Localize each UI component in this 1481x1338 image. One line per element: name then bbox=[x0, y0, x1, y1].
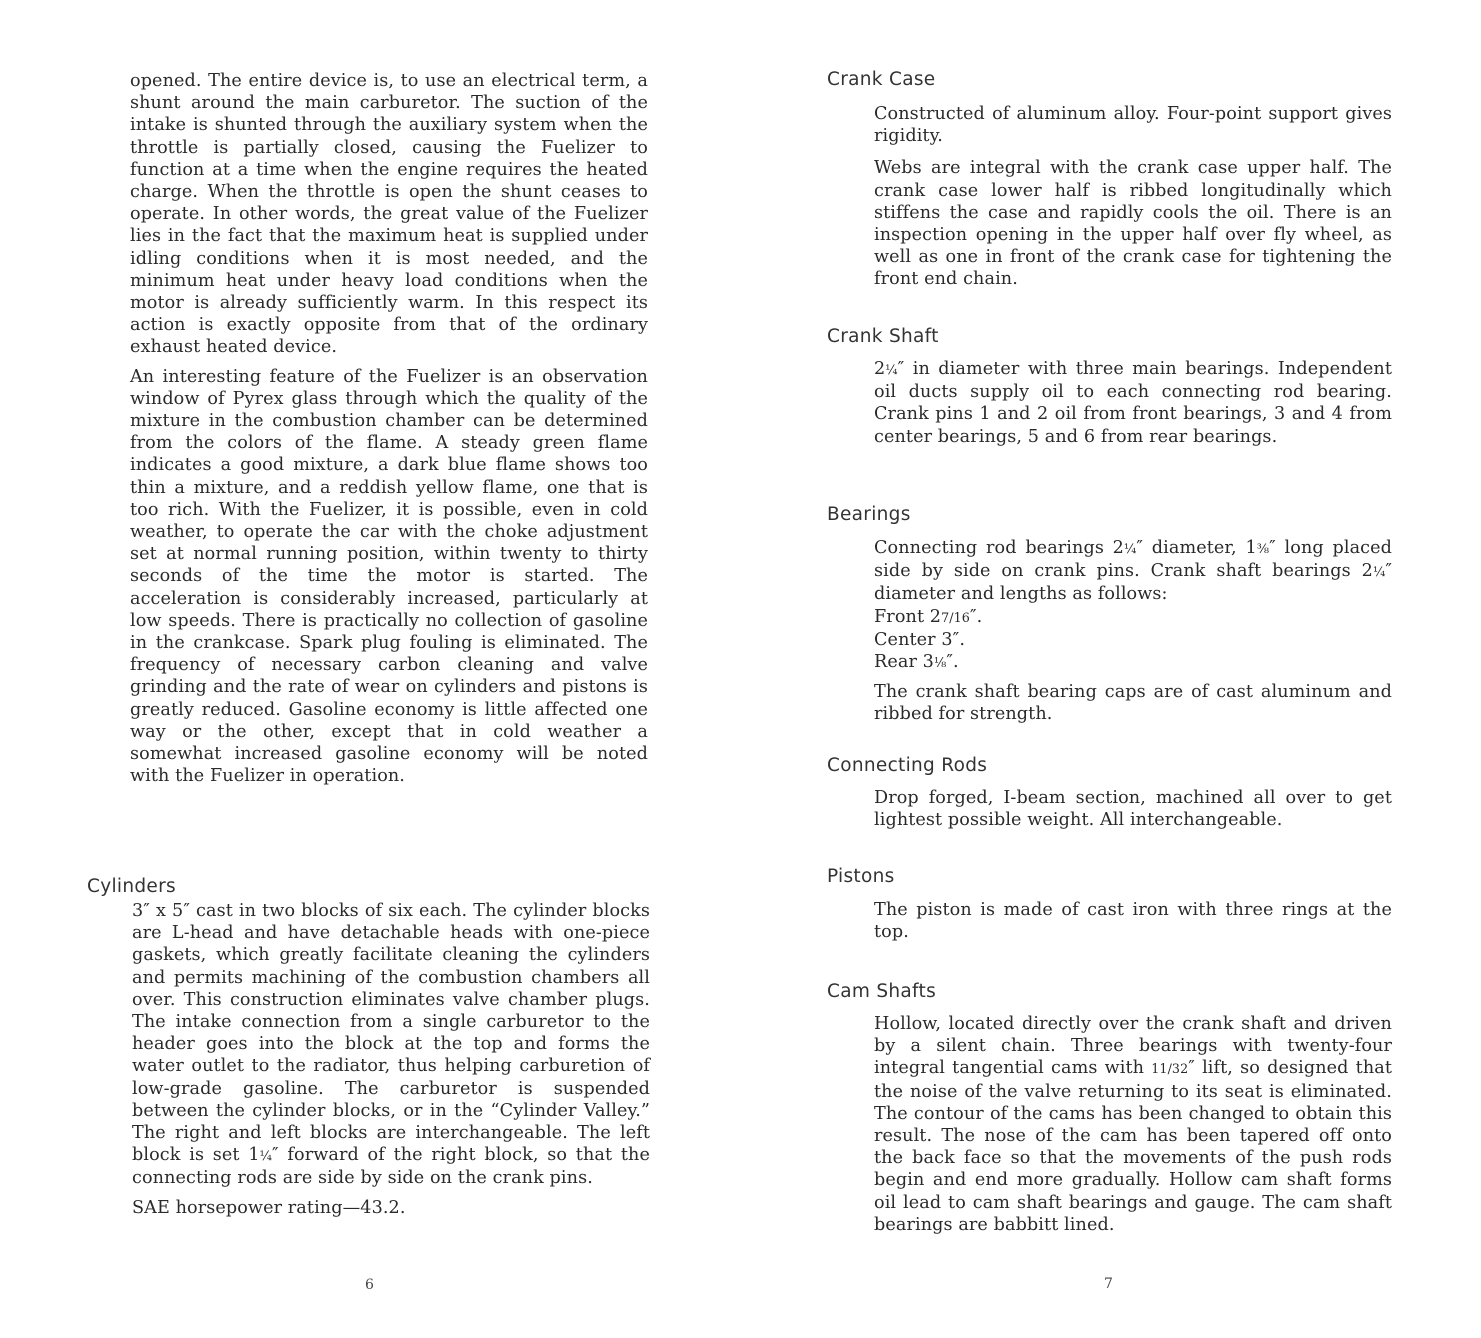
left-page bbox=[0, 0, 740, 1338]
cam-text-2: ″ lift, so designed that the noise of the valve returning to its seat is eliminated. The contour of the cams has been changed to obtain this result. The nose of the cam has been tapered off onto the back face so that the movements of the push rods begin and end more gradually. Hollow cam shaft forms oil lead to cam shaft bearings and gauge. The cam shaft bearings are babbitt lined. bbox=[874, 1058, 1393, 1235]
bearing-front-fraction: 7/16 bbox=[941, 609, 970, 625]
cylinders-heading: Cylinders bbox=[87, 876, 176, 897]
bearings-heading: Bearings bbox=[827, 504, 911, 525]
bearing-front bbox=[874, 606, 1392, 629]
bearings-fraction-2: ⅜ bbox=[1256, 541, 1270, 556]
cylinders-fraction: ¼ bbox=[259, 1148, 272, 1164]
bearings-paragraph-1 bbox=[874, 537, 1392, 606]
bearings-fraction-1: ¼ bbox=[1123, 541, 1137, 556]
bearing-front-label: Front 2 bbox=[874, 606, 942, 627]
pistons-paragraph: The piston is made of cast iron with three rings at the top. bbox=[874, 900, 1392, 943]
bearings-text-4: ″ diameter and lengths as follows: bbox=[874, 561, 1392, 605]
bearing-rear-fraction: ⅛ bbox=[933, 655, 947, 671]
bearings-text-3: ″ long placed side by side on crank pins. Crank shaft bearings 2 bbox=[874, 538, 1392, 582]
cam-fraction: 11/32 bbox=[1151, 1061, 1189, 1077]
bearing-rear-label: Rear 3 bbox=[874, 652, 934, 673]
fuelizer-paragraph-2: An interesting feature of the Fuelizer is an observation window of Pyrex glass through which the quality of the mixture in the combustion chamber can be determined from the colors of the flame. A steady green flame indicates a good mixture, a dark blue flame shows too thin a mixture, and a reddish yellow flame, one that is too rich. With the Fuelizer, it is possible, even in cold weather, to operate the car with the choke adjustment set at normal running position, within twenty to thirty seconds of the time the motor is started. The acceleration is considerably increased, particularly at low speeds. There is practically no collection of gasoline in the crankcase. Spark plug fouling is eliminated. The frequency of necessary carbon cleaning and valve grinding and the rate of wear on cylinders and pistons is greatly reduced. Gasoline economy is little affected one way or the other, except that in cold weather a somewhat increased gasoline economy will be noted with the Fuelizer in operation. bbox=[130, 366, 648, 787]
connecting-rods-paragraph: Drop forged, I-beam section, machined all over to get lightest possible weight. All interchangeable. bbox=[874, 788, 1392, 831]
cylinders-text-part-2: ″ forward of the right block, so that the connecting rods are side by side on the crank pins. bbox=[132, 1145, 650, 1189]
fuelizer-paragraph-1: opened. The entire device is, to use an electrical term, a shunt around the main carburetor. The suction of the intake is shunted through the auxiliary system when the throttle is partially closed, causing the Fuelizer to function at a time when the engine requires the heated charge. When the throttle is open the shunt ceases to operate. In other words, the great value of the Fuelizer lies in the fact that the maximum heat is supplied under idling conditions when it is most needed, and the minimum heat under heavy load conditions when the motor is already sufficiently warm. In this respect its action is exactly opposite from that of the ordinary exhaust heated device. bbox=[130, 71, 648, 358]
connecting-rods-heading: Connecting Rods bbox=[827, 755, 988, 776]
crank-case-heading: Crank Case bbox=[827, 69, 936, 90]
bearings-fraction-3: ¼ bbox=[1372, 564, 1386, 580]
crank-case-section bbox=[874, 103, 1392, 291]
bearing-center: Center 3″. bbox=[874, 629, 966, 650]
page-number-right: 7 bbox=[1104, 1276, 1113, 1292]
bearing-rear-unit: ″. bbox=[946, 652, 959, 673]
bearings-paragraph-2: The crank shaft bearing caps are of cast aluminum and ribbed for strength. bbox=[874, 682, 1392, 725]
bearing-rear bbox=[874, 651, 1392, 674]
cylinders-section bbox=[132, 900, 650, 1219]
crank-case-paragraph-2: Webs are integral with the crank case upper half. The crank case lower half is ribbed longitudinally which stiffens the case and rapidly cools the oil. There is an inspection opening in the upper half over fly wheel, as well as one in front of the crank case for tightening the front end chain. bbox=[874, 158, 1392, 290]
crank-shaft-heading: Crank Shaft bbox=[827, 326, 939, 347]
bearing-front-unit: ″. bbox=[969, 606, 983, 627]
crank-shaft-fraction: ¼ bbox=[885, 362, 898, 377]
cam-text-1: Hollow, located directly over the crank shaft and driven by a silent chain. Three bearings with twenty-four integral tangential cams with bbox=[874, 1014, 1392, 1079]
sae-rating: SAE horsepower rating—43.2. bbox=[132, 1197, 406, 1218]
connecting-rods-section bbox=[874, 787, 1392, 831]
cylinders-text-part-1: 3″ x 5″ cast in two blocks of six each. The cylinder blocks are L-head and have detachable heads with one-piece gaskets, which greatly facilitate cleaning the cylinders and permits machining of the combustion chambers all over. This construction eliminates valve chamber plugs. The intake connection from a single carburetor to the header goes into the block at the top and forms the water outlet to the radiator, thus helping carburetion of low-grade gasoline. The carburetor is suspended between the cylinder blocks, or in the “Cylinder Valley.” The right and left blocks are interchangeable. The left block is set 1 bbox=[132, 901, 650, 1166]
cam-shafts-section bbox=[874, 1013, 1392, 1236]
pistons-section bbox=[874, 899, 1392, 943]
cam-shafts-paragraph bbox=[874, 1013, 1392, 1236]
cam-shafts-heading: Cam Shafts bbox=[827, 981, 937, 1002]
page-number-left: 6 bbox=[365, 1277, 374, 1293]
bearings-text-2: ″ diameter, 1 bbox=[1136, 538, 1257, 558]
crank-shaft-text: ″ in diameter with three main bearings. Independent oil ducts supply oil to each connecting rod bearing. Crank pins 1 and 2 oil from front bearings, 3 and 4 from center bearings, 5 and 6 from rear bearings. bbox=[874, 359, 1392, 447]
fuelizer-section bbox=[130, 70, 648, 788]
right-page bbox=[740, 0, 1481, 1338]
bearings-section bbox=[874, 537, 1392, 726]
crank-shaft-section bbox=[874, 358, 1392, 448]
crank-case-paragraph-1: Constructed of aluminum alloy. Four-point support gives rigidity. bbox=[874, 104, 1392, 147]
cylinders-paragraph bbox=[132, 900, 650, 1190]
crank-shaft-paragraph bbox=[874, 358, 1392, 448]
crank-shaft-lead: 2 bbox=[874, 359, 886, 379]
pistons-heading: Pistons bbox=[827, 866, 895, 887]
bearings-text-1: Connecting rod bearings 2 bbox=[874, 538, 1124, 558]
